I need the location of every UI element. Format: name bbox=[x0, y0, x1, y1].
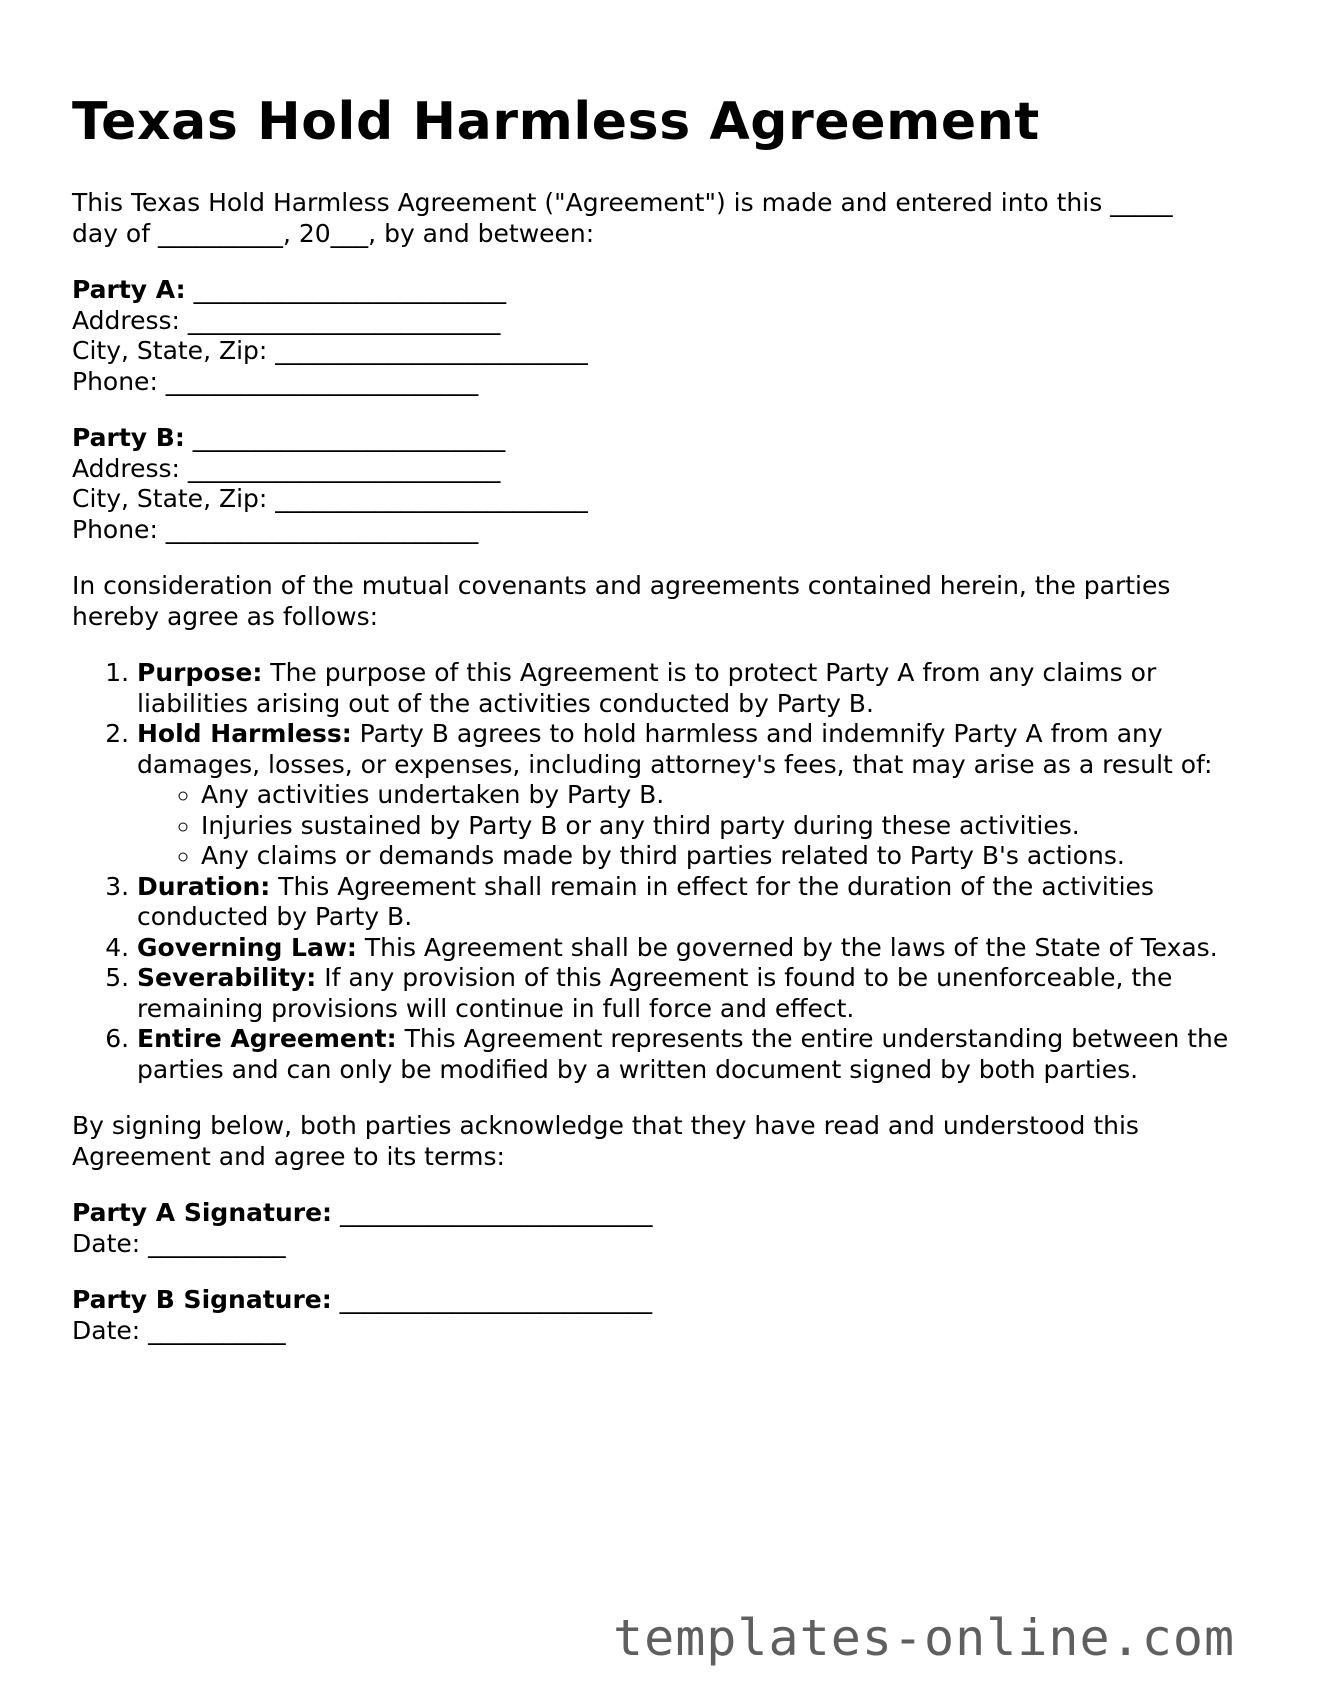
term-severability bbox=[137, 963, 1252, 1024]
term-text: This Agreement represents the entire understanding between the parties and can only be modified by a written document signed by both parties. bbox=[137, 1024, 1229, 1084]
term-heading: Purpose: bbox=[137, 658, 263, 687]
term-heading: Duration: bbox=[137, 871, 271, 901]
term-entire-agreement bbox=[137, 1024, 1252, 1085]
term-text: If any provision of this Agreement is found to be unenforceable, the remaining provisions will continue in full force and effect. bbox=[137, 963, 1173, 1023]
term-heading: Governing Law: bbox=[137, 932, 357, 962]
party-b-date: Date: ___________ bbox=[72, 1315, 286, 1345]
party-b-phone: Phone: _________________________ bbox=[72, 514, 479, 544]
party-b-label: Party B: bbox=[72, 423, 185, 452]
party-b-city: City, State, Zip: _________________________ bbox=[72, 484, 588, 513]
party-a-block bbox=[72, 275, 1252, 397]
term-duration bbox=[137, 872, 1252, 933]
sub-item: ◦ Any activities undertaken by Party B. bbox=[201, 780, 1252, 811]
party-a-signature-block bbox=[72, 1198, 1252, 1259]
intro-line-1: This Texas Hold Harmless Agreement ("Agreement") is made and entered into this _____ bbox=[72, 188, 1173, 217]
sub-item: ◦ Injuries sustained by Party B or any third party during these activities. bbox=[201, 811, 1252, 842]
document-title: Texas Hold Harmless Agreement bbox=[72, 92, 1040, 152]
term-text: This Agreement shall remain in effect for the duration of the activities conducted by Party B. bbox=[137, 871, 1154, 931]
term-heading: Severability: bbox=[137, 963, 317, 992]
party-a-signature-label: Party A Signature: bbox=[72, 1198, 333, 1227]
terms-list bbox=[72, 658, 1252, 1085]
party-b-address: Address: _________________________ bbox=[72, 453, 501, 483]
watermark-text: templates-online.com bbox=[613, 1609, 1236, 1667]
intro-paragraph bbox=[72, 188, 1252, 249]
term-heading: Entire Agreement: bbox=[137, 1024, 397, 1053]
term-hold-harmless bbox=[137, 719, 1252, 872]
term-heading: Hold Harmless: bbox=[137, 719, 352, 748]
term-text: Party B agrees to hold harmless and indemnify Party A from any damages, losses, or expenses, including attorney's fees, that may arise as a result of: bbox=[137, 719, 1213, 779]
party-a-label: Party A: bbox=[72, 275, 186, 304]
party-a-address: Address: _________________________ bbox=[72, 305, 501, 335]
party-b-signature-line bbox=[72, 1285, 1252, 1316]
closing-paragraph: By signing below, both parties acknowledge that they have read and understood this Agreement and agree to its terms: bbox=[72, 1111, 1139, 1171]
hold-harmless-sublist bbox=[137, 780, 1252, 872]
term-governing-law bbox=[137, 933, 1252, 964]
party-b-blank: _________________________ bbox=[184, 423, 506, 452]
term-text: This Agreement shall be governed by the laws of the State of Texas. bbox=[356, 932, 1218, 962]
party-a-blank: _________________________ bbox=[185, 275, 507, 304]
party-a-city: City, State, Zip: _________________________ bbox=[72, 336, 588, 365]
party-a-signature-blank: _________________________ bbox=[332, 1198, 653, 1227]
term-text: The purpose of this Agreement is to protect Party A from any claims or liabilities arising out of the activities conducted by Party B. bbox=[137, 658, 1157, 718]
consideration-paragraph: In consideration of the mutual covenants and agreements contained herein, the parties hereby agree as follows: bbox=[72, 571, 1171, 631]
document-page bbox=[72, 0, 1252, 1346]
party-b-signature-blank: _________________________ bbox=[331, 1285, 653, 1314]
sub-item: ◦ Any claims or demands made by third parties related to Party B's actions. bbox=[201, 841, 1252, 872]
term-purpose bbox=[137, 658, 1252, 719]
party-a-signature-line bbox=[72, 1198, 1252, 1229]
party-a-phone: Phone: _________________________ bbox=[72, 366, 479, 396]
party-a-line bbox=[72, 275, 1252, 306]
party-b-block bbox=[72, 423, 1252, 545]
party-b-line bbox=[72, 423, 1252, 454]
party-b-signature-label: Party B Signature: bbox=[72, 1285, 332, 1314]
intro-line-2: day of __________, 20___, by and between: bbox=[72, 218, 595, 248]
party-b-signature-block bbox=[72, 1285, 1252, 1346]
party-a-date: Date: ___________ bbox=[72, 1228, 286, 1258]
